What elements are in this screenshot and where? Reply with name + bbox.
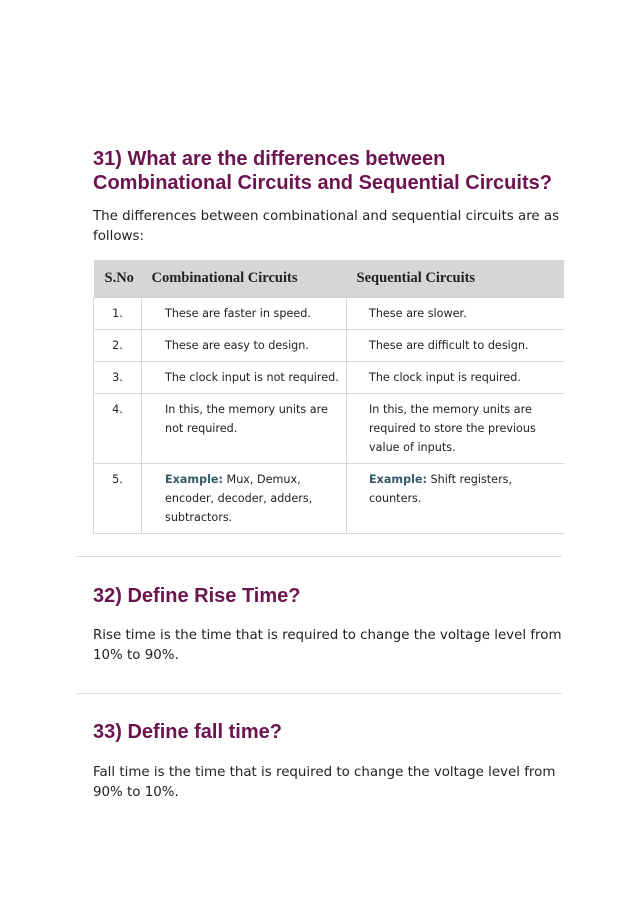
section-divider [77, 556, 562, 557]
cell-combinational: In this, the memory units are not required. [142, 394, 347, 464]
example-text: Mux, Demux, encoder, decoder, adders, subtractors. [165, 473, 313, 524]
cell-sequential: In this, the memory units are required to store the previous value of inputs. [347, 394, 564, 464]
comparison-table [93, 260, 564, 534]
question-31-intro: The differences between combinational and sequential circuits are as follows: [93, 209, 560, 244]
cell-sequential [347, 464, 564, 534]
cell-sequential: The clock input is required. [347, 362, 564, 394]
cell-combinational [142, 464, 347, 534]
table-row [94, 298, 564, 330]
example-text: Shift registers, counters. [369, 473, 513, 505]
table-row [94, 394, 564, 464]
question-32-title: 32) Define Rise Time? [93, 585, 301, 607]
example-label: Example: [165, 473, 223, 486]
question-33-title: 33) Define fall time? [93, 721, 282, 743]
cell-sequential: These are difficult to design. [347, 330, 564, 362]
table-row [94, 362, 564, 394]
example-label: Example: [369, 473, 427, 486]
cell-sno: 2. [94, 330, 142, 362]
cell-combinational: These are easy to design. [142, 330, 347, 362]
question-33-body: Fall time is the time that is required to change the voltage level from 90% to 10%. [93, 765, 556, 800]
cell-sno: 5. [94, 464, 142, 534]
header-combinational: Combinational Circuits [142, 260, 347, 298]
cell-sequential: These are slower. [347, 298, 564, 330]
question-32-body: Rise time is the time that is required to change the voltage level from 10% to 90%. [93, 628, 562, 663]
cell-combinational: These are faster in speed. [142, 298, 347, 330]
table-header-row [94, 260, 564, 298]
table-row [94, 330, 564, 362]
table-row [94, 464, 564, 534]
header-sequential: Sequential Circuits [347, 260, 564, 298]
cell-sno: 1. [94, 298, 142, 330]
question-31-title: 31) What are the differences between Combinational Circuits and Sequential Circuits? [93, 148, 552, 194]
cell-sno: 4. [94, 394, 142, 464]
section-divider [77, 693, 562, 694]
cell-combinational: The clock input is not required. [142, 362, 347, 394]
header-sno: S.No [94, 260, 142, 298]
cell-sno: 3. [94, 362, 142, 394]
